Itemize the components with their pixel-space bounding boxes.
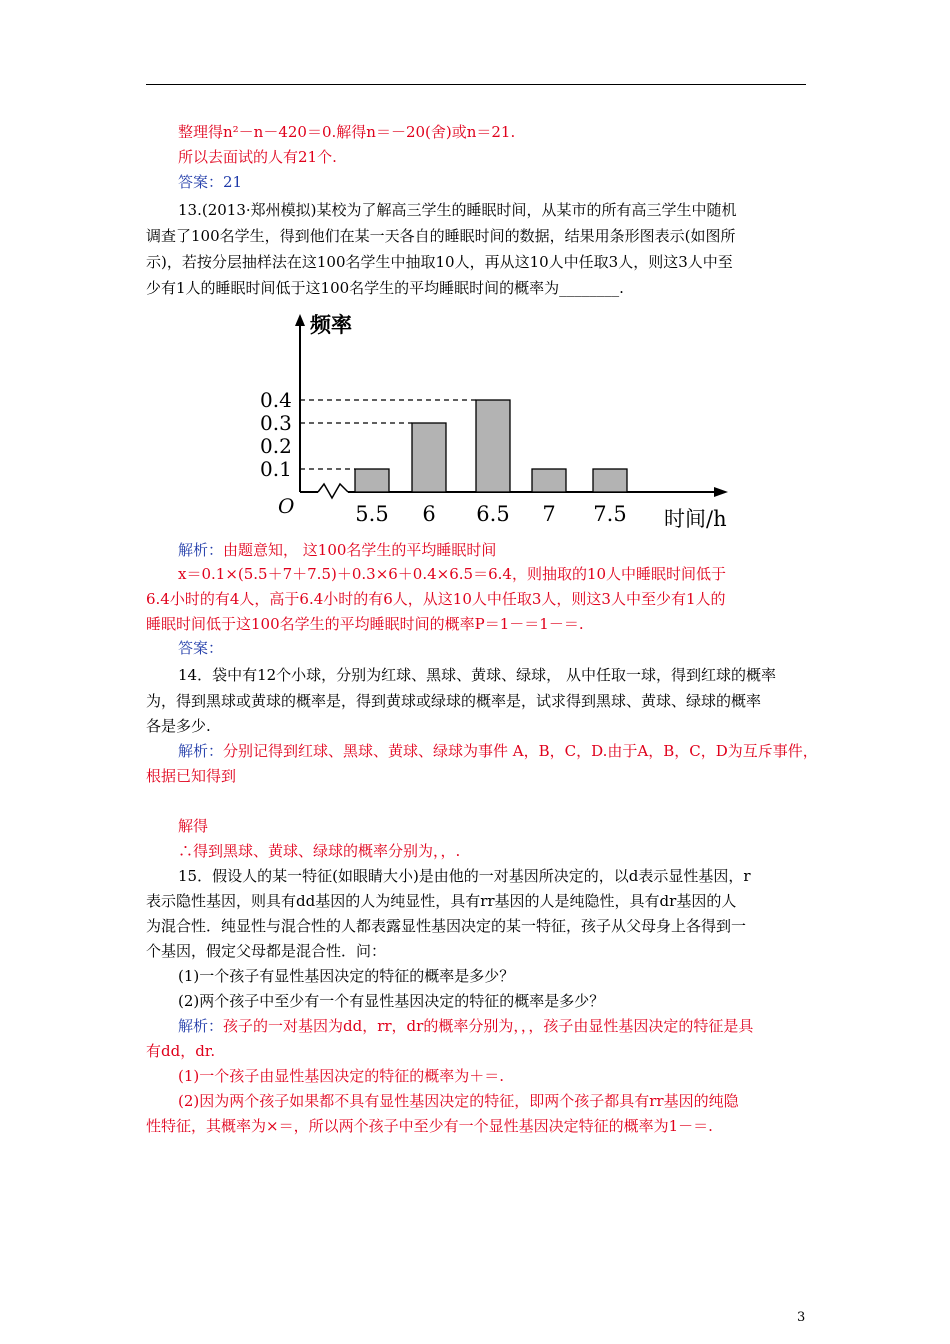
solution-line: 6.4小时的有4人，高于6.4小时的有6人，从这10人中任取3人，则这3人中至少有1人的	[146, 590, 726, 608]
solution-label: 解析：	[178, 742, 224, 760]
problem-15-line: (2)两个孩子中至少有一个有显性基因决定的特征的概率是多少？	[178, 992, 605, 1010]
solution-line	[178, 741, 818, 761]
frequency-bar-chart	[260, 308, 748, 540]
solution-line: 根据已知得到	[146, 767, 237, 785]
solution-line: (2)因为两个孩子如果都不具有显性基因决定的特征，即两个孩子都具有rr基因的纯隐	[178, 1092, 739, 1110]
text-line: 所以去面试的人有21个.	[178, 148, 337, 166]
text-line: 整理得n²－n－420＝0.解得n＝－20(舍)或n＝21.	[178, 123, 516, 141]
solution-line: 有dd，dr.	[146, 1042, 216, 1060]
y-tick-label: 0.1	[260, 457, 292, 481]
problem-14-line: 为，得到黑球或黄球的概率是，得到黄球或绿球的概率是，试求得到黑球、黄球、绿球的概率	[146, 692, 762, 710]
problem-15-line: 表示隐性基因，则具有dd基因的人为纯显性，具有rr基因的人是纯隐性，具有dr基因的人	[146, 892, 737, 910]
bar-5.5	[355, 469, 389, 492]
bar-6	[412, 423, 446, 492]
solution-label: 解析：	[178, 1017, 224, 1035]
solution-line: 睡眠时间低于这100名学生的平均睡眠时间的概率P＝1－＝1－＝.	[146, 615, 584, 633]
solution-line: x＝0.1×(5.5＋7＋7.5)＋0.3×6＋0.4×6.5＝6.4，则抽取的10人中睡眠时间低于	[178, 565, 727, 583]
problem-13-line: 示)，若按分层抽样法在这100名学生中抽取10人，再从这10人中任取3人，则这3人中至	[146, 253, 733, 271]
problem-13-line: 13.(2013·郑州模拟)某校为了解高三学生的睡眠时间，从某市的所有高三学生中随机	[178, 201, 737, 219]
solution-label: 解析：	[178, 541, 224, 559]
problem-13-line: 少有1人的睡眠时间低于这100名学生的平均睡眠时间的概率为________.	[146, 279, 624, 297]
x-axis-title: 时间/h	[664, 507, 727, 531]
solution-line: 性特征，其概率为×＝，所以两个孩子中至少有一个显性基因决定特征的概率为1－＝.	[146, 1117, 713, 1135]
problem-15-line: 为混合性．纯显性与混合性的人都表露显性基因决定的某一特征，孩子从父母身上各得到一	[146, 917, 747, 935]
header-rule	[146, 84, 806, 85]
solution-line	[178, 1016, 753, 1036]
solution-line: (1)一个孩子由显性基因决定的特征的概率为＋＝.	[178, 1067, 505, 1085]
answer-line: 答案：21	[178, 173, 243, 191]
solution-text: 分别记得到红球、黑球、黄球、绿球为事件 A，B，C，D.由于A，B，C，D为互斥事件，	[223, 742, 818, 760]
problem-13-line: 调查了100名学生，得到他们在某一天各自的睡眠时间的数据，结果用条形图表示(如图所	[146, 227, 736, 245]
solution-text: 由题意知， 这100名学生的平均睡眠时间	[223, 541, 497, 559]
solution-line	[178, 540, 496, 560]
solution-line: 解得	[178, 817, 209, 835]
problem-15-line: 15．假设人的某一特征(如眼睛大小)是由他的一对基因所决定的，以d表示显性基因，r	[178, 867, 751, 885]
solution-text: 孩子的一对基因为dd，rr，dr的概率分别为，，，孩子由显性基因决定的特征是具	[223, 1017, 754, 1035]
origin-label: O	[278, 494, 295, 518]
y-axis-arrow	[295, 314, 305, 326]
x-axis-break	[318, 484, 348, 498]
bar-7	[532, 469, 566, 492]
page-number: 3	[797, 1310, 806, 1325]
problem-14-line: 14．袋中有12个小球，分别为红球、黑球、黄球、绿球， 从中任取一球，得到红球的概率	[178, 666, 776, 684]
y-tick-label: 0.4	[260, 388, 292, 412]
y-axis-title: 频率	[310, 312, 352, 337]
bar-7.5	[593, 469, 627, 492]
x-tick-label: 7.5	[593, 502, 627, 526]
y-tick-label: 0.2	[260, 434, 292, 458]
x-tick-label: 6.5	[476, 502, 510, 526]
answer-line: 答案：	[178, 639, 224, 657]
y-tick-label: 0.3	[260, 411, 292, 435]
problem-14-line: 各是多少.	[146, 717, 211, 735]
problem-15-line: (1)一个孩子有显性基因决定的特征的概率是多少？	[178, 967, 515, 985]
bar-6.5	[476, 400, 510, 492]
x-tick-label: 5.5	[355, 502, 389, 526]
solution-line: ∴得到黑球、黄球、绿球的概率分别为，，.	[178, 842, 461, 860]
problem-15-line: 个基因，假定父母都是混合性．问：	[146, 942, 387, 960]
x-tick-label: 6	[422, 502, 436, 526]
x-tick-label: 7	[542, 502, 556, 526]
x-axis-arrow	[714, 487, 728, 497]
